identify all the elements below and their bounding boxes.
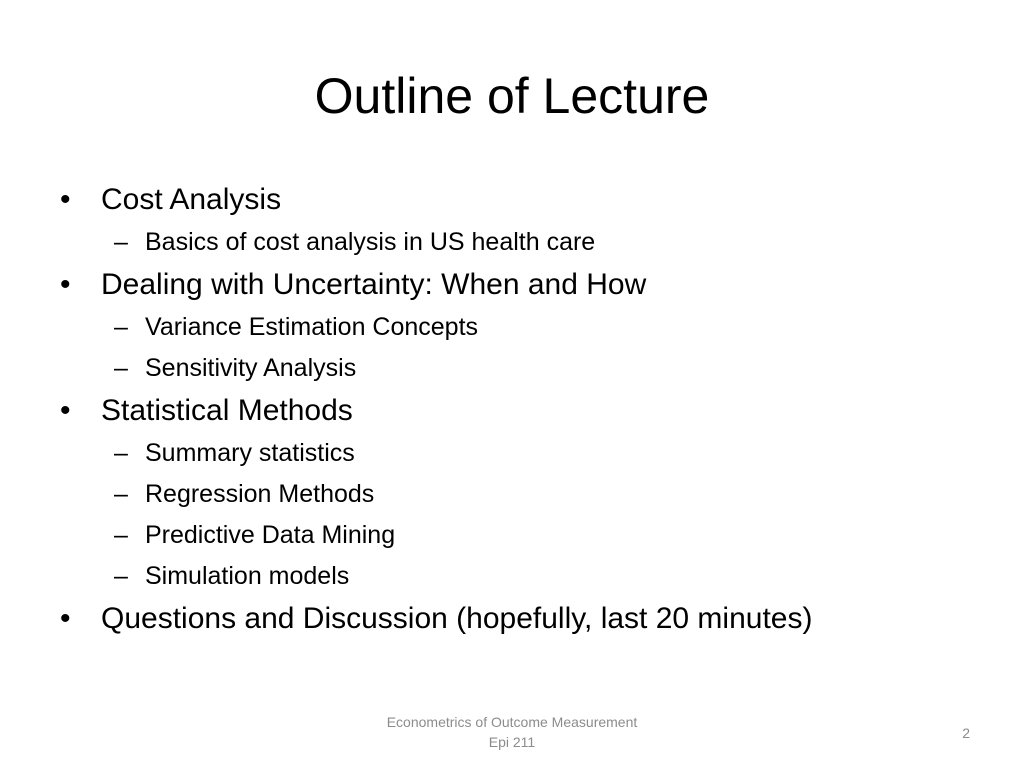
sub-item-text: Variance Estimation Concepts (145, 313, 479, 341)
dash-icon: – (114, 439, 128, 467)
sub-item-variance-estimation (56, 307, 996, 348)
bullet-item-questions-discussion (56, 597, 996, 641)
bullet-icon: • (60, 268, 71, 301)
sub-item-sensitivity-analysis (56, 348, 996, 389)
bullet-icon: • (60, 183, 71, 216)
dash-icon: – (114, 521, 128, 549)
sub-item-text: Simulation models (145, 562, 350, 590)
sub-item-basics-cost-analysis (56, 222, 996, 263)
sub-item-simulation-models (56, 556, 996, 597)
bullet-text: Dealing with Uncertainty: When and How (101, 268, 647, 301)
sub-item-text: Basics of cost analysis in US health care (145, 228, 596, 256)
sub-item-text: Summary statistics (145, 439, 355, 467)
slide-footer (312, 712, 712, 752)
sub-item-regression-methods (56, 474, 996, 515)
bullet-icon: • (60, 602, 71, 635)
slide-number: 2 (962, 725, 970, 741)
dash-icon: – (114, 480, 128, 508)
bullet-text: Questions and Discussion (hopefully, last 20 minutes) (101, 602, 813, 635)
sub-item-predictive-data-mining (56, 515, 996, 556)
bullet-text: Statistical Methods (101, 394, 353, 427)
bullet-item-cost-analysis (56, 178, 996, 222)
bullet-text: Cost Analysis (101, 183, 282, 216)
dash-icon: – (114, 562, 128, 590)
slide-title: Outline of Lecture (314, 68, 710, 124)
dash-icon: – (114, 313, 128, 341)
bullet-item-statistical-methods (56, 389, 996, 433)
dash-icon: – (114, 354, 128, 382)
sub-item-text: Regression Methods (145, 480, 375, 508)
footer-course-code: Epi 211 (488, 734, 536, 750)
sub-item-text: Sensitivity Analysis (145, 354, 357, 382)
dash-icon: – (114, 228, 128, 256)
bullet-item-uncertainty (56, 263, 996, 307)
footer-course-title: Econometrics of Outcome Measurement (386, 714, 638, 730)
sub-item-summary-statistics (56, 433, 996, 474)
bullet-icon: • (60, 394, 71, 427)
bullet-list (56, 178, 996, 641)
sub-item-text: Predictive Data Mining (145, 521, 396, 549)
